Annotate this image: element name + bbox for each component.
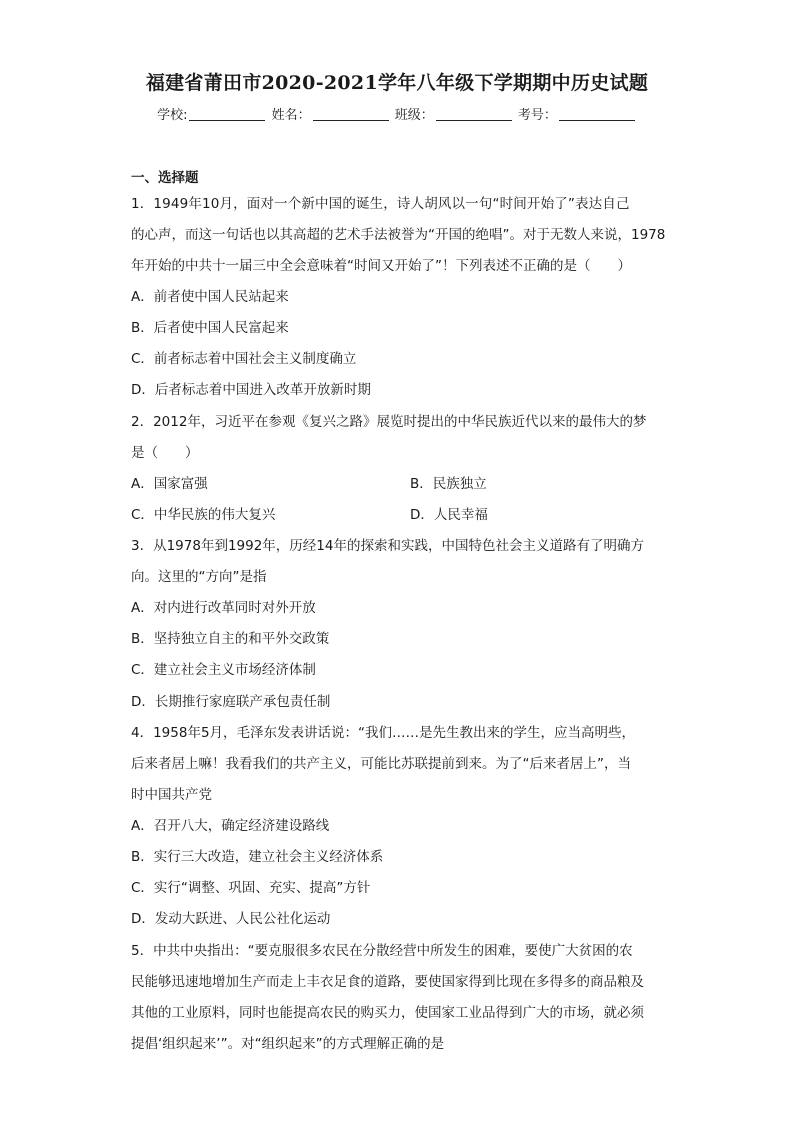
question-2-line-1: 2．2012年，习近平在参观《复兴之路》展览时提出的中华民族近代以来的最伟大的梦 [131,414,647,430]
question-2-option-b: B．民族独立 [410,476,487,492]
question-4-line-3: 时中国共产党 [131,787,212,803]
question-1-option-a: A．前者使中国人民站起来 [131,289,289,305]
question-2-option-a: A．国家富强 [131,476,208,492]
question-2-option-c: C．中华民族的伟大复兴 [131,507,276,523]
question-1-option-d: D．后者标志着中国进入改革开放新时期 [131,382,371,398]
question-4-line-2: 后来者居上嘛！我看我们的共产主义，可能比苏联提前到来。为了“后来者居上”，当 [131,756,631,772]
question-2-option-d: D．人民幸福 [410,507,488,523]
class-blank [436,107,512,121]
question-5-line-2: 民能够迅速地增加生产而走上丰衣足食的道路，要使国家得到比现在多得多的商品粮及 [131,974,644,990]
exam-number-label: 考号： [517,108,557,123]
question-2-line-2: 是（ ） [131,445,199,461]
question-5-line-3: 其他的工业原料，同时也能提高农民的购买力，使国家工业品得到广大的市场，就必须 [131,1005,644,1021]
question-3-option-a: A．对内进行改革同时对外开放 [131,600,316,616]
student-info-row [0,104,794,123]
question-1-line-1: 1．1949年10月，面对一个新中国的诞生，诗人胡风以一句“时间开始了”表达自己 [131,196,630,212]
question-4-line-1: 4．1958年5月，毛泽东发表讲话说：“我们……是先生教出来的学生，应当高明些， [131,725,636,741]
question-5-line-4: 提倡‘组织起来’”。对“组织起来”的方式理解正确的是 [131,1036,445,1052]
name-label: 姓名： [271,108,311,123]
question-5-line-1: 5．中共中央指出：“要克服很多农民在分散经营中所发生的困难，要使广大贫困的农 [131,943,633,959]
name-blank [313,107,389,121]
question-3-line-2: 向。这里的“方向”是指 [131,569,267,585]
school-blank [189,107,265,121]
exam-number-blank [559,107,635,121]
school-label: 学校: [157,108,188,123]
question-4-option-b: B．实行三大改造，建立社会主义经济体系 [131,849,384,865]
section-title: 一、选择题 [131,170,199,186]
question-4-option-a: A．召开八大，确定经济建设路线 [131,818,330,834]
class-label: 班级： [394,108,434,123]
question-3-line-1: 3．从1978年到1992年，历经14年的探索和实践，中国特色社会主义道路有了明确方 [131,538,644,554]
question-1-line-3: 年开始的中共十一届三中全会意味着“时间又开始了”！下列表述不正确的是（ ） [131,258,631,274]
question-4-option-c: C．实行“调整、巩固、充实、提高”方针 [131,880,371,896]
question-3-option-b: B．坚持独立自主的和平外交政策 [131,631,330,647]
question-1-line-2: 的心声，而这一句话也以其高超的艺术手法被誉为“开国的绝唱”。对于无数人来说，1978 [131,227,666,243]
question-3-option-c: C．建立社会主义市场经济体制 [131,662,316,678]
question-1-option-b: B．后者使中国人民富起来 [131,320,289,336]
question-3-option-d: D．长期推行家庭联产承包责任制 [131,694,331,710]
question-4-option-d: D．发动大跃进、人民公社化运动 [131,911,331,927]
question-1-option-c: C．前者标志着中国社会主义制度确立 [131,351,357,367]
page-title: 福建省莆田市2020-2021学年八年级下学期期中历史试题 [145,72,649,94]
